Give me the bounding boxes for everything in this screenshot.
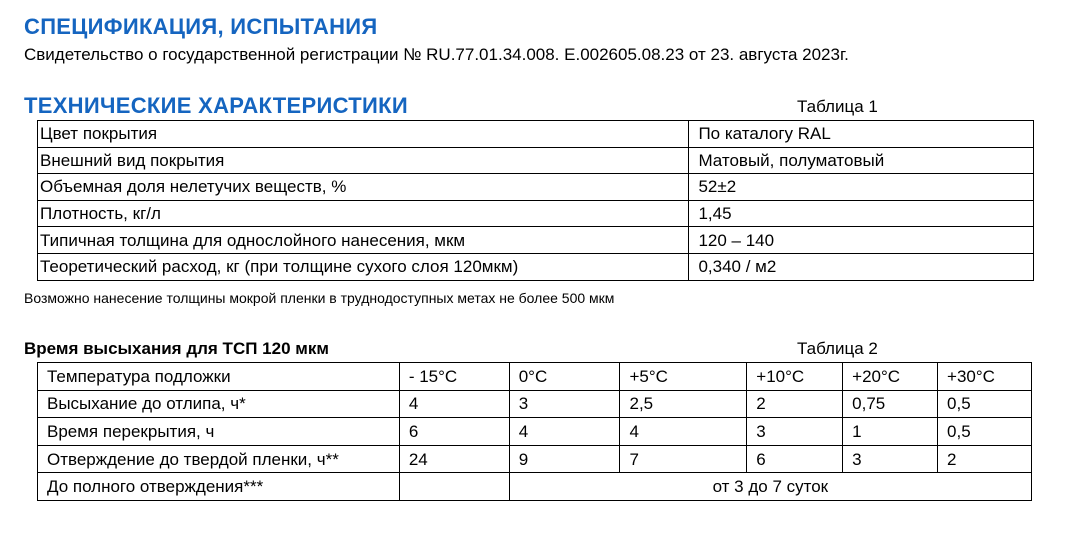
table-header-row [38, 363, 1032, 391]
header-cell: +30°C [938, 363, 1032, 391]
application-note: Возможно нанесение толщины мокрой пленки в труднодоступных метах не более 500 мкм [24, 290, 615, 306]
merged-cell: от 3 до 7 суток [509, 473, 1031, 501]
header-cell: 0°C [509, 363, 620, 391]
table-cell: 4 [509, 418, 620, 446]
drying-time-table [37, 362, 1032, 501]
row-label: Время перекрытия, ч [38, 418, 400, 446]
table-cell: 3 [747, 418, 843, 446]
row-label: Отверждение до твердой пленки, ч** [38, 445, 400, 473]
drying-title: Время высыхания для ТСП 120 мкм [24, 339, 329, 358]
spec-title: СПЕЦИФИКАЦИЯ, ИСПЫТАНИЯ [24, 14, 378, 39]
property-name: Теоретический расход, кг (при толщине сухого слоя 120мкм) [38, 253, 689, 280]
table-cell [399, 473, 509, 501]
table-row [38, 147, 1034, 174]
table-row [38, 390, 1032, 418]
header-cell: - 15°C [399, 363, 509, 391]
property-name: Цвет покрытия [38, 121, 689, 148]
table-row [38, 418, 1032, 446]
table-cell: 2 [938, 445, 1032, 473]
table-cell: 2,5 [620, 390, 747, 418]
table-row [38, 473, 1032, 501]
row-label: Высыхание до отлипа, ч* [38, 390, 400, 418]
property-name: Типичная толщина для однослойного нанесения, мкм [38, 227, 689, 254]
table-cell: 7 [620, 445, 747, 473]
tech-characteristics-table [37, 120, 1034, 281]
row-label: До полного отверждения*** [38, 473, 400, 501]
table-cell: 24 [399, 445, 509, 473]
table-cell: 6 [747, 445, 843, 473]
property-value: Матовый, полуматовый [689, 147, 1034, 174]
tech-title: ТЕХНИЧЕСКИЕ ХАРАКТЕРИСТИКИ [24, 93, 408, 118]
table-cell: 3 [843, 445, 938, 473]
table-cell: 0,5 [938, 418, 1032, 446]
table-row [38, 200, 1034, 227]
table-row [38, 445, 1032, 473]
header-cell: Температура подложки [38, 363, 400, 391]
registration-text: Свидетельство о государственной регистрации № RU.77.01.34.008. Е.002605.08.23 от 23. августа 2023г. [24, 45, 849, 64]
header-cell: +5°C [620, 363, 747, 391]
table-row [38, 174, 1034, 201]
property-name: Объемная доля нелетучих веществ, % [38, 174, 689, 201]
header-cell: +10°C [747, 363, 843, 391]
table-cell: 6 [399, 418, 509, 446]
table-cell: 3 [509, 390, 620, 418]
property-value: 120 – 140 [689, 227, 1034, 254]
table-cell: 0,75 [843, 390, 938, 418]
property-name: Внешний вид покрытия [38, 147, 689, 174]
table1-label: Таблица 1 [797, 97, 878, 116]
table-cell: 4 [399, 390, 509, 418]
table-cell: 0,5 [938, 390, 1032, 418]
table-cell: 2 [747, 390, 843, 418]
property-value: 1,45 [689, 200, 1034, 227]
table-row [38, 121, 1034, 148]
property-value: 52±2 [689, 174, 1034, 201]
table-row [38, 227, 1034, 254]
property-name: Плотность, кг/л [38, 200, 689, 227]
table-cell: 9 [509, 445, 620, 473]
property-value: По каталогу RAL [689, 121, 1034, 148]
table-cell: 1 [843, 418, 938, 446]
property-value: 0,340 / м2 [689, 253, 1034, 280]
table2-label: Таблица 2 [797, 339, 878, 358]
table-row [38, 253, 1034, 280]
header-cell: +20°C [843, 363, 938, 391]
table-cell: 4 [620, 418, 747, 446]
